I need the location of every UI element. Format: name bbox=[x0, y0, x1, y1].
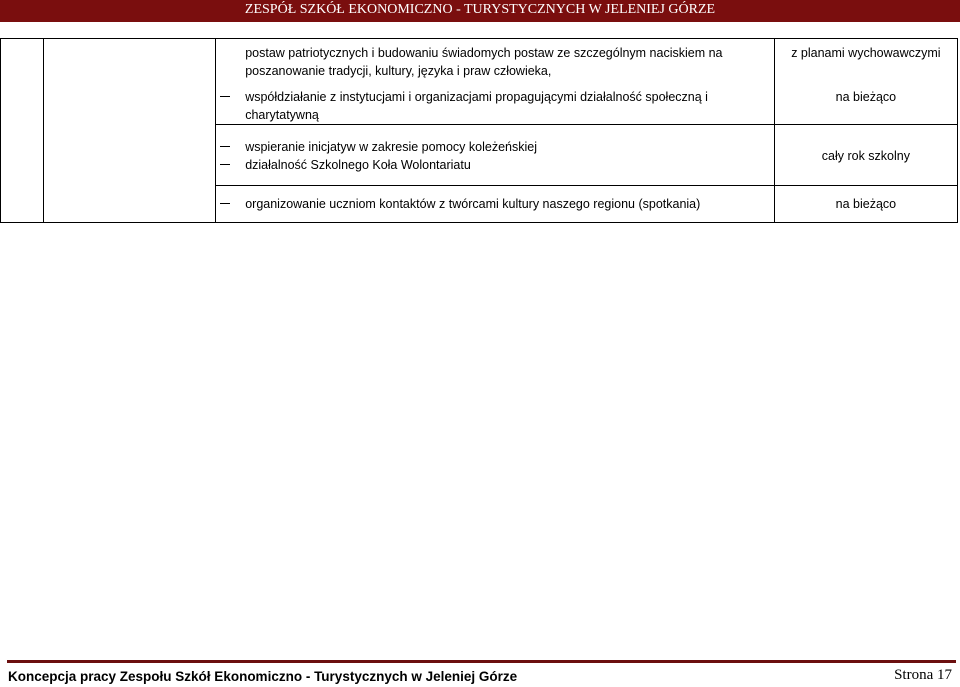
task-text: organizowanie uczniom kontaktów z twórcami kultury naszego regionu (spotkania) bbox=[245, 197, 701, 211]
term-cell bbox=[774, 125, 957, 186]
empty-cell-number bbox=[1, 39, 44, 223]
list-item bbox=[216, 156, 774, 174]
term-text: cały rok szkolny bbox=[821, 149, 910, 163]
dash-bullet bbox=[220, 96, 230, 97]
term-text: na bieżąco bbox=[835, 197, 897, 211]
task-text: wspieranie inicjatyw w zakresie pomocy koleżeńskiej bbox=[245, 140, 537, 154]
term-text: na bieżąco bbox=[835, 90, 897, 104]
empty-cell-area bbox=[44, 39, 216, 223]
page-header bbox=[0, 0, 960, 22]
list-item bbox=[216, 39, 774, 80]
term-cell bbox=[774, 186, 957, 223]
task-cell bbox=[216, 39, 775, 125]
content-table bbox=[0, 38, 958, 223]
footer-document-title: Koncepcja pracy Zespołu Szkół Ekonomiczno - Turystycznych w Jeleniej Górze bbox=[8, 669, 518, 684]
list-item bbox=[216, 186, 774, 213]
dash-bullet bbox=[220, 146, 230, 147]
dash-bullet bbox=[220, 203, 230, 204]
task-text: współdziałanie z instytucjami i organizacjami propagującymi działalność społeczną i charytatywną bbox=[245, 90, 708, 122]
term-text: z planami wychowawczymi bbox=[791, 46, 941, 60]
footer-page-number: Strona 17 bbox=[894, 667, 952, 683]
task-cell bbox=[216, 186, 775, 223]
task-text: działalność Szkolnego Koła Wolontariatu bbox=[245, 158, 471, 172]
task-text: postaw patriotycznych i budowaniu świadomych postaw ze szczególnym naciskiem na poszanowanie tradycji, kultury, języka i praw człowieka, bbox=[245, 46, 723, 78]
table-row bbox=[1, 39, 958, 125]
task-cell bbox=[216, 125, 775, 186]
term-cell bbox=[774, 39, 957, 125]
header-title: ZESPÓŁ SZKÓŁ EKONOMICZNO - TURYSTYCZNYCH W JELENIEJ GÓRZE bbox=[244, 2, 716, 17]
list-item bbox=[216, 80, 774, 124]
footer-divider bbox=[7, 660, 956, 663]
list-item bbox=[216, 125, 774, 156]
dash-bullet bbox=[220, 164, 230, 165]
